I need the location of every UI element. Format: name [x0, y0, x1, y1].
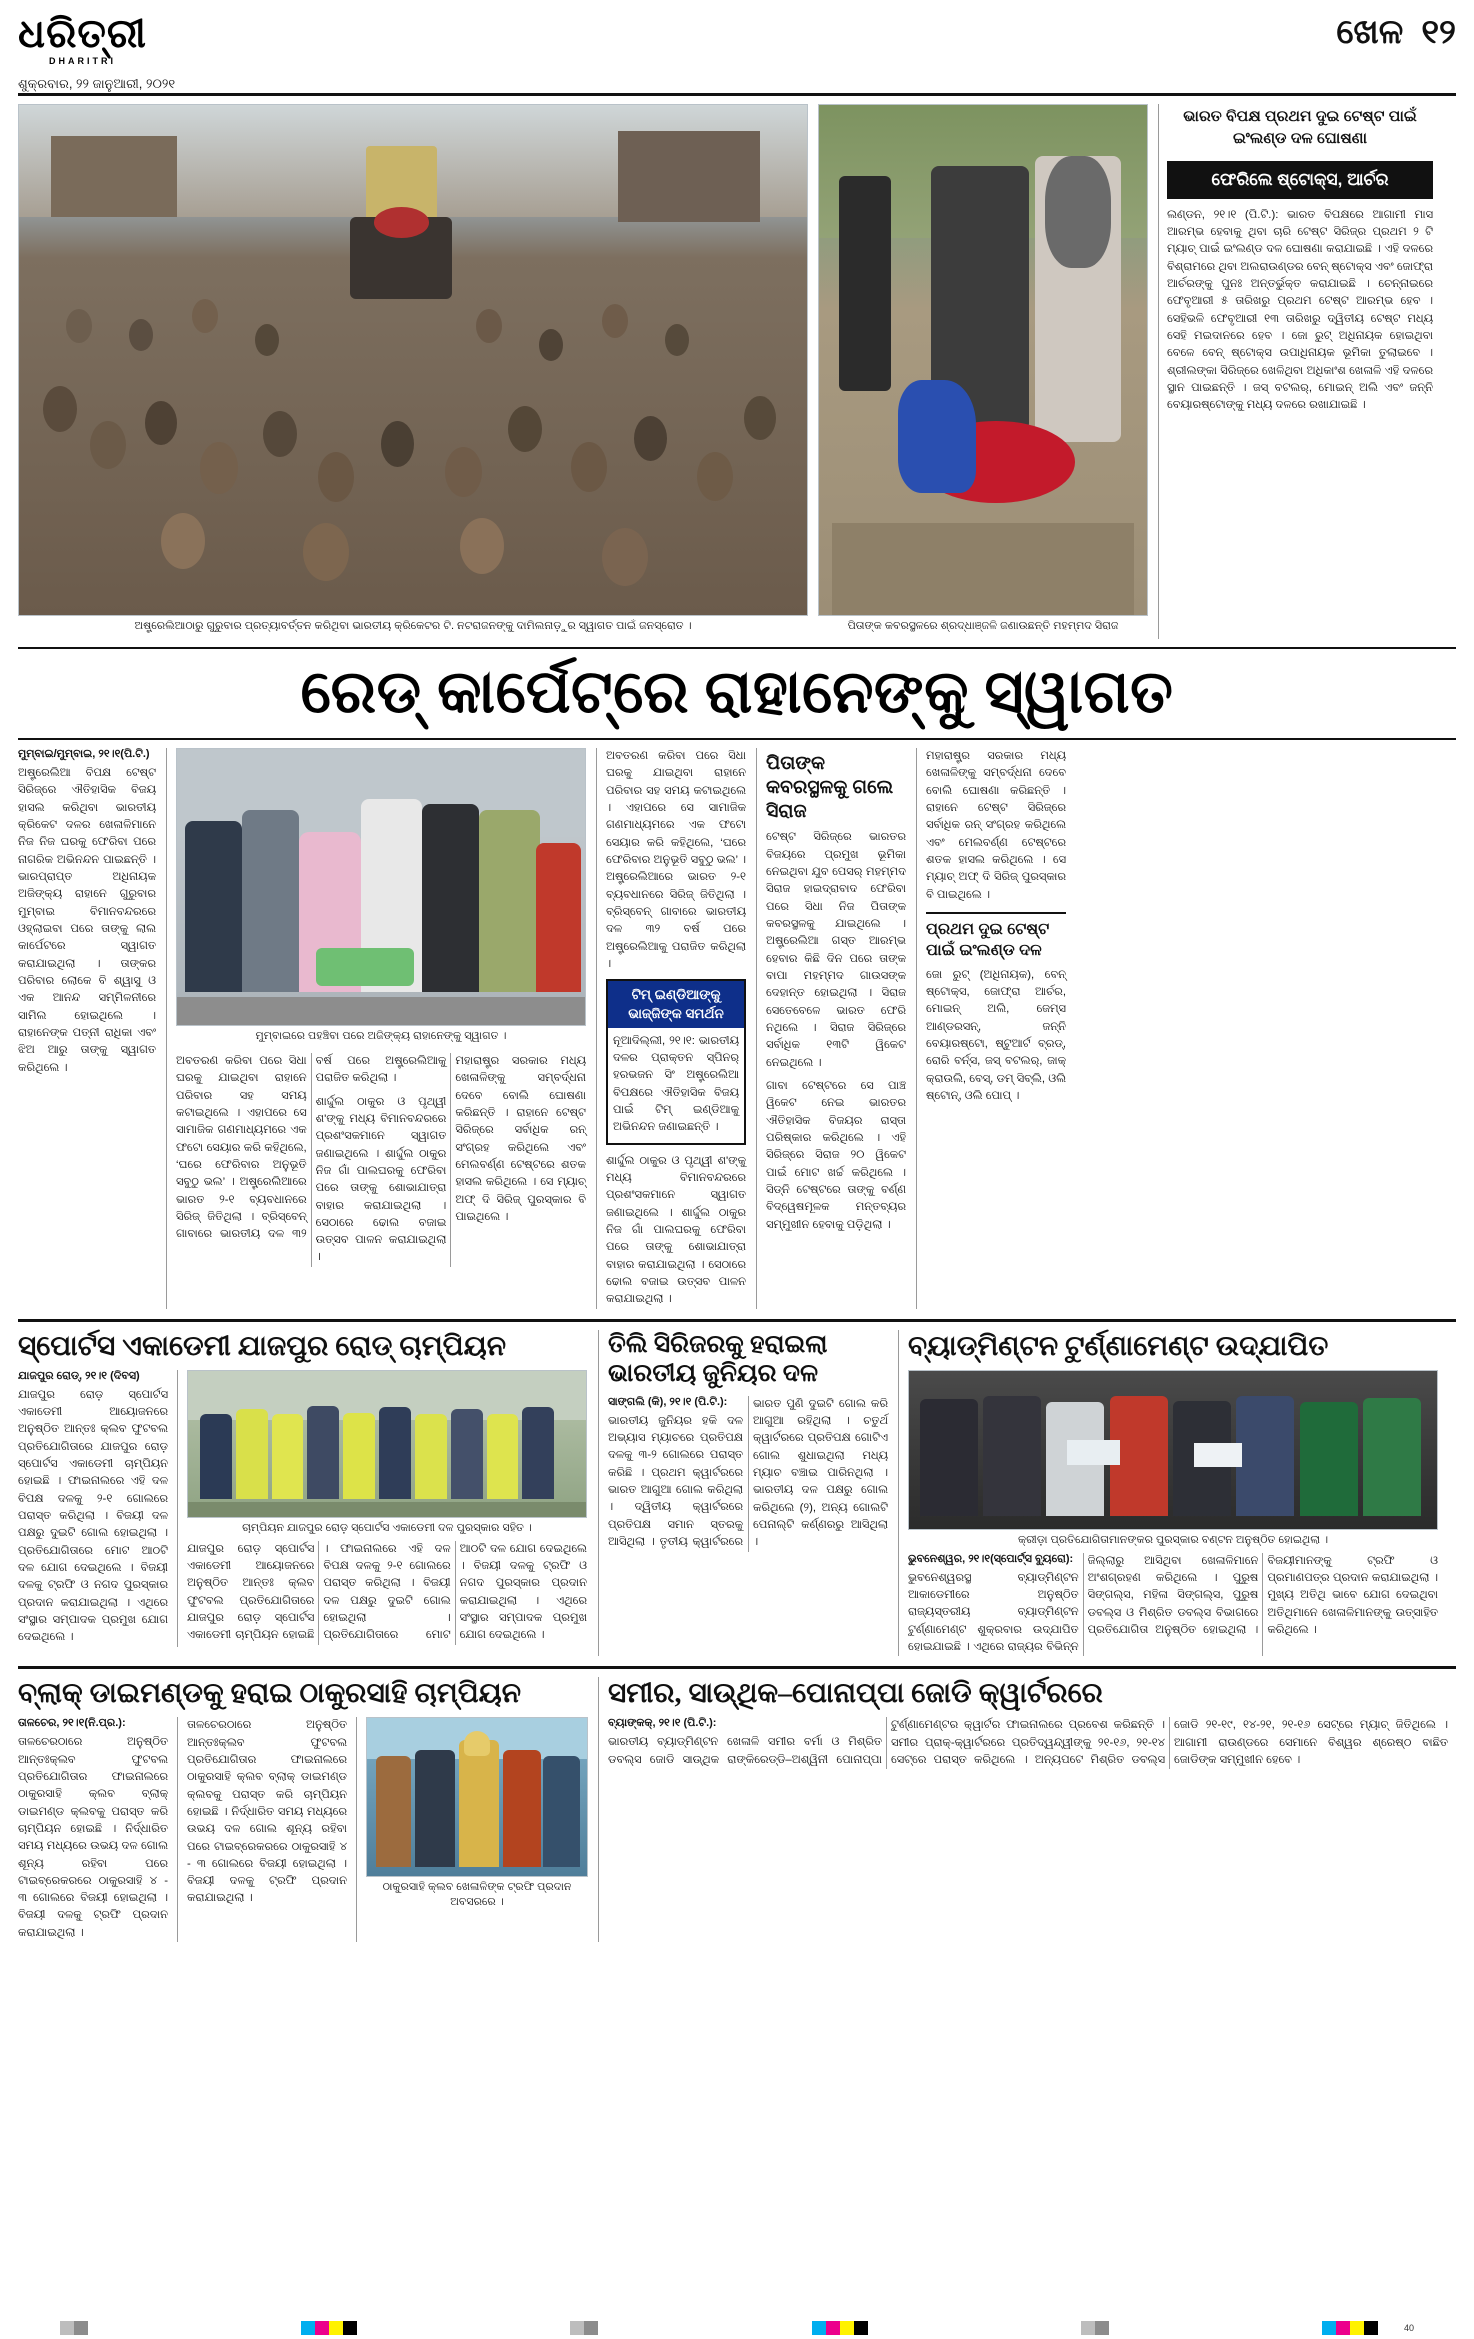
bhajji-support-body: ନୂଆଦିଲ୍ଲୀ, ୨୧।୧: ଭାରତୀୟ ଦଳର ପ୍ରାକ୍ତନ ସ୍ପିନର୍‌ ହରଭଜନ ସିଂ ଅଷ୍ଟ୍ରେଲିଆ ବିପକ୍ଷରେ ଐତିହାସିକ ବିଜୟ ପାଇଁ ଟିମ୍‌ ଇଣ୍ଡିଆକୁ ଅଭିନନ୍ଦନ ଜଣାଇଛନ୍ତି । [613, 1034, 739, 1134]
story-badminton-quarters [598, 1677, 1448, 1942]
print-registration-bars [0, 2317, 1474, 2339]
main-col-7 [916, 748, 1066, 1309]
story-junior-hockey-dateline: ସାଙ୍ଗଲି (କି), ୨୧।୧ (ପି.ଟି.): [608, 1395, 728, 1408]
registration-bar-black [1364, 2321, 1378, 2335]
main-dateline: ମୁମ୍ବାଇ/ମୁମ୍ବାଇ, ୨୧।୧(ପି.ଟି.) [18, 748, 150, 761]
registration-bar [584, 2321, 598, 2335]
england-squad-list: ଜୋ ରୁଟ୍‌ (ଅଧିନାୟକ), ବେନ୍‌ ଷ୍ଟୋକ୍ସ, ଜୋଫ୍ରା ଆର୍ଚର, ମୋଇନ୍‌ ଅଲି, ଜେମ୍ସ ଆଣ୍ଡରସନ୍‌, ଜନ୍ନି ବେୟାରଷ୍ଟୋ, ଷ୍ଟୁଆର୍ଟ ବ୍ରଡ୍‌, ରୋରି ବର୍ନ୍ସ, ଜସ୍‌ ବଟଲର୍‌, ଜାକ୍‌ କ୍ରାଉଲି, ବେସ୍‌, ଡମ୍‌ ସିବ୍‌ଲି, ଓଲି ଷ୍ଟୋନ୍‌, ଓଲି ପୋପ୍‌ । [926, 968, 1066, 1102]
main-col4-text: ମହାରାଷ୍ଟ୍ର ସରକାର ମଧ୍ୟ ଖେଳାଳିଙ୍କୁ ସମ୍ବର୍ଦ୍ଧନା ଦେବେ ବୋଲି ଘୋଷଣା କରିଛନ୍ତି । ରାହାନେ ଟେଷ୍ଟ ସିରିଜ୍‌ରେ ସର୍ବାଧିକ ରନ୍‌ ସଂଗ୍ରହ କରିଥିଲେ ଏବଂ ମେଲବର୍ଣ୍ଣ ଟେଷ୍ଟରେ ଶତକ ହାସଲ କରିଥିଲେ । ସେ ମ୍ୟାଚ୍‌ ଅଫ୍‌ ଦି ସିରିଜ୍‌ ପୁରସ୍କାର ବି ପାଇଥିଲେ । [455, 1054, 586, 1223]
story-badminton-quarters-body: ଭାରତୀୟ ବ୍ୟାଡ୍‌ମିଣ୍ଟନ ଖେଳାଳି ସମୀର ବର୍ମା ଓ ମିଶ୍ରିତ ଡବଲ୍ସ ଜୋଡି ସାଉ୍ଥିକ ରାଙ୍କିରେଡ୍ଡି–ଅଶ୍ୱିନୀ ପୋନାପ୍ପା ଟୁର୍ଣ୍ଣାମେଣ୍ଟର କ୍ୱାର୍ଟର ଫାଇନାଲରେ ପ୍ରବେଶ କରିଛନ୍ତି । ସମୀର ପ୍ରାକ୍‌-କ୍ୱାର୍ଟରରେ ପ୍ରତିଦ୍ୱନ୍ଦ୍ୱୀଙ୍କୁ ୨୧-୧୬, ୨୧-୧୪ ସେଟ୍‌ରେ ପରାସ୍ତ କରିଥିଲେ । ଅନ୍ୟପଟେ ମିଶ୍ରିତ ଡବଲ୍ସ ଜୋଡି ୨୧-୧୯, ୧୪-୨୧, ୨୧-୧୬ ସେଟ୍‌ରେ ମ୍ୟାଚ୍‌ ଜିତିଥିଲେ । ଆଗାମୀ ରାଉଣ୍ଡରେ ସେମାନେ ବିଶ୍ୱର ଶ୍ରେଷ୍ଠ ବାଛିତ ଜୋଡିଙ୍କ ସମ୍ମୁଖୀନ ହେବେ । [608, 1719, 1448, 1766]
main-col1-text: ଅଷ୍ଟ୍ରେଲିଆ ବିପକ୍ଷ ଟେଷ୍ଟ ସିରିଜ୍‌ରେ ଐତିହାସିକ ବିଜୟ ହାସଲ କରିଥିବା ଭାରତୀୟ କ୍ରିକେଟ ଦଳର ଖେଳାଳିମାନେ ନିଜ ନିଜ ଘରକୁ ଫେରିବା ପରେ ନାଗରିକ ଅଭିନନ୍ଦନ ପାଇଛନ୍ତି । ଭାରପ୍ରାପ୍ତ ଅଧିନାୟକ ଅଜିଙ୍କ୍ୟ ରାହାନେ ଗୁରୁବାର ମୁମ୍ବାଇ ବିମାନବନ୍ଦରରେ ଓହ୍ଲାଇବା ପରେ ତାଙ୍କୁ ଲାଲ କାର୍ପେଟରେ ସ୍ୱାଗତ କରାଯାଇଥିଲା । ତାଙ୍କର ପରିବାର ଲୋକେ ବି ଶ୍ୱାସୁ ଓ ଏକ ଆନନ୍ଦ ସମ୍ମିଳନୀରେ ସାମିଲ ହୋଇଥିଲେ । ରାହାନେଙ୍କ ପତ୍ନୀ ରାଧିକା ଏବଂ ଝିଅ ଆରୁ ତାଙ୍କୁ ସ୍ୱାଗତ କରିଥିଲେ । [18, 767, 156, 1074]
logo [18, 11, 175, 66]
story-badminton-body: ଭୁବନେଶ୍ୱରସ୍ଥ ବ୍ୟାଡ୍‌ମିଣ୍ଟନ ଆକାଡେମୀରେ ଅନୁଷ୍ଠିତ ରାଜ୍ୟସ୍ତରୀୟ ବ୍ୟାଡ୍‌ମିଣ୍ଟନ ଟୁର୍ଣ୍ଣାମେଣ୍ଟ ଶୁକ୍ରବାର ଉଦ୍‌ଯାପିତ ହୋଇଯାଇଛି । ଏଥିରେ ରାଜ୍ୟର ବିଭିନ୍ନ ଜିଲ୍ଲାରୁ ଆସିଥିବା ଖେଳାଳିମାନେ ଅଂଶଗ୍ରହଣ କରିଥିଲେ । ପୁରୁଷ ସିଙ୍ଗଲ୍ସ, ମହିଳା ସିଙ୍ଗଲ୍ସ, ପୁରୁଷ ଡବଲ୍ସ ଓ ମିଶ୍ରିତ ଡବଲ୍ସ ବିଭାଗରେ ପ୍ରତିଯୋଗିତା ଅନୁଷ୍ଠିତ ହୋଇଥିଲା । ବିଜୟୀମାନଙ୍କୁ ଟ୍ରଫି ଓ ପ୍ରମାଣପତ୍ର ପ୍ରଦାନ କରାଯାଇଥିଲା । ମୁଖ୍ୟ ଅତିଥି ଭାବେ ଯୋଗ ଦେଇଥିବା ଅତିଥିମାନେ ଖେଳାଳିମାନଙ୍କୁ ଉତ୍ସାହିତ କରିଥିଲେ । [908, 1554, 1438, 1653]
cmyk-bar-group-2 [812, 2321, 868, 2335]
crowd-texture [19, 105, 807, 615]
story-thakursahi-body: ତାଳଚେରଠାରେ ଅନୁଷ୍ଠିତ ଆନ୍ତଃକ୍ଲବ ଫୁଟବଲ ପ୍ରତିଯୋଗିତାର ଫାଇନାଲରେ ଠାକୁରସାହି କ୍ଲବ ବ୍ଲାକ୍‌ ଡାଇମଣ୍ଡ କ୍ଲବକୁ ପରାସ୍ତ କରି ଚାମ୍ପିୟନ ହୋଇଛି । ନିର୍ଦ୍ଧାରିତ ସମୟ ମଧ୍ୟରେ ଉଭୟ ଦଳ ଗୋଲ ଶୂନ୍ୟ ରହିବା ପରେ ଟାଇବ୍ରେକରରେ ଠାକୁରସାହି ୪ - ୩ ଗୋଲରେ ବିଜୟୀ ହୋଇଥିଲା । ବିଜୟୀ ଦଳକୁ ଟ୍ରଫି ପ୍ରଦାନ କରାଯାଇଥିଲା । [18, 1736, 168, 1939]
registration-bar [74, 2321, 88, 2335]
story-sports-academy [18, 1330, 588, 1657]
england-squad-body: ଲଣ୍ଡନ, ୨୧।୧ (ପି.ଟି.): ଭାରତ ବିପକ୍ଷରେ ଆଗାମୀ ମାସ ଆରମ୍ଭ ହେବାକୁ ଥିବା ଚାରି ଟେଷ୍ଟ ସିରିଜ୍‌ର ପ୍ରଥମ ୨ ଟି ମ୍ୟାଚ୍‌ ପାଇଁ ଇଂଲଣ୍ଡ ଦଳ ଘୋଷଣା କରାଯାଇଛି । ଏହି ଦଳରେ ବିଶ୍ରାମରେ ଥିବା ଅଲରାଉଣ୍ଡର ବେନ୍‌ ଷ୍ଟୋକ୍ସ ଏବଂ ଜୋଫ୍ରା ଆର୍ଚରଙ୍କୁ ପୁନଃ ଅନ୍ତର୍ଭୁକ୍ତ କରାଯାଇଛି । ଚେନ୍ନାଇରେ ଫେବୃଆରୀ ୫ ତାରିଖରୁ ପ୍ରଥମ ଟେଷ୍ଟ ଆରମ୍ଭ ହେବ । ସେହିଭଳି ଫେବୃଆରୀ ୧୩ ତାରିଖରୁ ଦ୍ୱିତୀୟ ଟେଷ୍ଟ ମଧ୍ୟ ସେହି ମଇଦାନରେ ହେବ । ଜୋ ରୁଟ୍‌ ଅଧିନାୟକ ହୋଇଥିବା ବେଳେ ବେନ୍‌ ଷ୍ଟୋକ୍ସ ଉପାଧିନାୟକ ଭୂମିକା ତୁଲାଇବେ । ଶ୍ରୀଲଙ୍କା ସିରିଜ୍‌ରେ ଖେଳିଥିବା ଅଧିକାଂଶ ଖେଳାଳି ଏହି ଦଳରେ ସ୍ଥାନ ପାଇଛନ୍ତି । ଜସ୍‌ ବଟଲର୍‌, ମୋଇନ୍‌ ଅଲି ଏବଂ ଜନ୍ନି ବେୟାରଷ୍ଟୋଙ୍କୁ ମଧ୍ୟ ଦଳରେ ରଖାଯାଇଛି । [1167, 208, 1433, 412]
main-col3-text: ଶାର୍ଦ୍ଦୁଲ ଠାକୁର ଓ ପୃଥ୍ୱୀ ଶ'ଙ୍କୁ ମଧ୍ୟ ବିମାନବନ୍ଦରରେ ପ୍ରଶଂସକମାନେ ସ୍ୱାଗତ ଜଣାଇଥିଲେ । ଶାର୍ଦ୍ଦୁଲ ଠାକୁର ନିଜ ଗାଁ ପାଲଘରକୁ ଫେରିବା ପରେ ତାଙ୍କୁ ଶୋଭାଯାତ୍ରା ବାହାର କରାଯାଇଥିଲା । ସେଠାରେ ଢୋଲ ବଜାଇ ଉତ୍ସବ ପାଳନ କରାଯାଇଥିଲା । [315, 1095, 447, 1264]
registration-bar-cyan [301, 2321, 315, 2335]
story-thakursahi-football [18, 1677, 588, 1942]
england-squad-kicker: ଭାରତ ବିପକ୍ଷ ପ୍ରଥମ ଦୁଇ ଟେଷ୍ଟ ପାଇଁ ଇଂଲଣ୍ଡ ଦଳ ଘୋଷଣା [1183, 108, 1417, 148]
photo-siraj-caption: ପିତାଙ୍କ କବରସ୍ଥଳରେ ଶ୍ରଦ୍ଧାଞ୍ଜଳି ଜଣାଉଛନ୍ତି ମହମ୍ମଦ ସିରାଜ [847, 620, 1119, 632]
story-junior-hockey [598, 1330, 888, 1657]
registration-bar-cyan [1322, 2321, 1336, 2335]
england-squad-headline: ଫେରିଲେ ଷ୍ଟୋକ୍ସ, ଆର୍ଚର [1167, 161, 1433, 199]
cmyk-bar-group-1 [301, 2321, 357, 2335]
england-squad-list-headline: ପ୍ରଥମ ଦୁଇ ଟେଷ୍ଟ ପାଇଁ ଇଂଲଣ୍ଡ ଦଳ [926, 912, 1066, 962]
registration-bar-yellow [840, 2321, 854, 2335]
top-mid-block [818, 104, 1148, 639]
photo-rahane-caption: ମୁମ୍ବାଇରେ ପହଞ୍ଚିବା ପରେ ଅଜିଙ୍କ୍ୟ ରାହାନେଙ୍କୁ ସ୍ୱାଗତ । [255, 1030, 507, 1043]
registration-bar [60, 2321, 74, 2335]
photo-thakursahi-trophy [366, 1717, 588, 1877]
gray-bar-group-left [60, 2321, 88, 2335]
main-headline-block [18, 647, 1456, 740]
gray-bar-group-right [1081, 2321, 1109, 2335]
main-col6-text: ଗାବା ଟେଷ୍ଟରେ ସେ ପାଞ୍ଚ ୱିକେଟ ନେଇ ଭାରତର ଐତିହାସିକ ବିଜୟର ରାସ୍ତା ପରିଷ୍କାର କରିଥିଲେ । ଏହି ସିରିଜ୍‌ରେ ସିରାଜ ୨୦ ୱିକେଟ ପାଇଁ ମୋଟ ଖର୍ଚ୍ଚ କରିଥିଲେ । ସିଡ୍‌ନି ଟେଷ୍ଟରେ ତାଙ୍କୁ ବର୍ଣ୍ଣ ବିଦ୍ୱେଷମୂଳକ ମନ୍ତବ୍ୟର ସମ୍ମୁଖୀନ ହେବାକୁ ପଡ଼ିଥିଲା । [766, 1079, 906, 1231]
registration-bar-yellow [1350, 2321, 1364, 2335]
photo-crowd-caption: ଅଷ୍ଟ୍ରେଲିଆଠାରୁ ଗୁରୁବାର ପ୍ରତ୍ୟାବର୍ତ୍ତନ କରିଥିବା ଭାରତୀୟ କ୍ରିକେଟର ଟି. ନଟରାଜନଙ୍କୁ ଦାମିଲନାଡ଼ୁର ସ୍ୱାଗତ ପାଇଁ ଜନସ୍ରୋତ । [134, 620, 692, 632]
story-thakursahi-dateline: ତାଳଚେର, ୨୧।୧(ନି.ପ୍ର.): [18, 1717, 126, 1730]
main-col-1 [18, 748, 156, 1309]
masthead [18, 11, 1456, 96]
bhajji-support-headline: ଟିମ୍‌ ଇଣ୍ଡିଆଙ୍କୁ ଭାଜ୍ଜିଙ୍କ ସମର୍ଥନ [608, 981, 744, 1027]
masthead-left [18, 11, 176, 92]
story-badminton-title: ବ୍ୟାଡ୍‌ମିଣ୍ଟନ ଟୁର୍ଣ୍ଣାମେଣ୍ଟ ଉଦ୍‌ଯାପିତ [908, 1330, 1329, 1362]
siraj-grave-body: ଟେଷ୍ଟ ସିରିଜ୍‌ରେ ଭାରତର ବିଜୟରେ ପ୍ରମୁଖ ଭୂମିକା ନେଇଥିବା ଯୁବ ପେସର୍‌ ମହମ୍ମଦ ସିରାଜ ହାଇଦ୍ରାବାଦ ଫେରିବା ପରେ ସିଧା ନିଜ ପିତାଙ୍କ କବରସ୍ଥଳକୁ ଯାଇଥିଲେ । ଅଷ୍ଟ୍ରେଲିଆ ଗସ୍ତ ଆରମ୍ଭ ହେବାର କିଛି ଦିନ ପରେ ତାଙ୍କ ବାପା ମହମ୍ମଦ ଗାଉସଙ୍କ ଦେହାନ୍ତ ହୋଇଥିଲା । ସିରାଜ ସେତେବେଳେ ଭାରତ ଫେରି ନଥିଲେ । ସିରାଜ ସିରିଜ୍‌ରେ ସର୍ବାଧିକ ୧୩ଟି ୱିକେଟ ନେଇଥିଲେ । [766, 831, 906, 1069]
story-sports-academy-dateline: ଯାଜପୁର ରୋଡ୍‌, ୨୧।୧ (ଦିବସ) [18, 1369, 140, 1382]
registration-bar [1081, 2321, 1095, 2335]
secondary-stories [18, 1319, 1456, 1657]
section-title: ଖେଳ [1336, 14, 1404, 51]
page-number: ୧୨ [1421, 14, 1456, 51]
story-junior-hockey-body: ଭାରତୀୟ ଜୁନିୟର ହକି ଦଳ ଅଭ୍ୟାସ ମ୍ୟାଚରେ ପ୍ରତିପକ୍ଷ ଦଳକୁ ୩-୨ ଗୋଲରେ ପରାସ୍ତ କରିଛି । ପ୍ରଥମ କ୍ୱାର୍ଟରରେ ଭାରତ ଆଗୁଆ ଗୋଲ କରିଥିଲା । ଦ୍ୱିତୀୟ କ୍ୱାର୍ଟରରେ ପ୍ରତିପକ୍ଷ ସମାନ ସ୍ତରକୁ ଆସିଥିଲା । ତୃତୀୟ କ୍ୱାର୍ଟରରେ ଭାରତ ପୁଣି ଦୁଇଟି ଗୋଲ କରି ଆଗୁଆ ରହିଥିଲା । ଚତୁର୍ଥ କ୍ୱାର୍ଟରରେ ପ୍ରତିପକ୍ଷ ଗୋଟିଏ ଗୋଲ ଶୁଧାଇଥିଲା ମଧ୍ୟ ମ୍ୟାଚ ବଞ୍ଚାଇ ପାରିନଥିଲା । ଭାରତୀୟ ଦଳ ପକ୍ଷରୁ ଗୋଲ କରିଥିଲେ (୨), ଅନ୍ୟ ଗୋଲଟି ପେନାଲ୍ଟି କର୍ଣ୍ଣରରୁ ଆସିଥିଲା । [608, 1397, 888, 1549]
story-badminton-dateline: ଭୁବନେଶ୍ୱର, ୨୧।୧(ସ୍ପୋର୍ଟ୍ସ ବ୍ୟୁରୋ): [908, 1552, 1074, 1565]
cmyk-bar-group-3 [1322, 2321, 1378, 2335]
photo-academy-team [187, 1370, 587, 1518]
registration-bar [1095, 2321, 1109, 2335]
top-area [18, 104, 1456, 639]
registration-bar-black [343, 2321, 357, 2335]
story-sports-academy-body-2: ଯାଜପୁର ରୋଡ଼ ସ୍ପୋର୍ଟସ ଏକାଡେମୀ ଆୟୋଜନରେ ଅନୁଷ୍ଠିତ ଆନ୍ତଃ କ୍ଲବ ଫୁଟବଲ ପ୍ରତିଯୋଗିତାରେ ଯାଜପୁର ରୋଡ଼ ସ୍ପୋର୍ଟସ ଏକାଡେମୀ ଚାମ୍ପିୟନ ହୋଇଛି । ଫାଇନାଲରେ ଏହି ଦଳ ବିପକ୍ଷ ଦଳକୁ ୨-୧ ଗୋଲରେ ପରାସ୍ତ କରିଥିଲା । ବିଜୟୀ ଦଳ ପକ୍ଷରୁ ଦୁଇଟି ଗୋଲ ହୋଇଥିଲା । ପ୍ରତିଯୋଗିତାରେ ମୋଟ ଆଠଟି ଦଳ ଯୋଗ ଦେଇଥିଲେ । ବିଜୟୀ ଦଳକୁ ଟ୍ରଫି ଓ ନଗଦ ପୁରସ୍କାର ପ୍ରଦାନ କରାଯାଇଥିଲା । ଏଥିରେ ସଂସ୍ଥାର ସମ୍ପାଦକ ପ୍ରମୁଖ ଯୋଗ ଦେଇଥିଲେ । [187, 1542, 587, 1642]
story-badminton-quarters-dateline: ବ୍ୟାଙ୍କକ୍‌, ୨୧।୧ (ପି.ଟି.): [608, 1717, 717, 1730]
photo-badminton-caption: କ୍ରୀଡ଼ା ପ୍ରତିଯୋଗିତାମାନଙ୍କର ପୁରସ୍କାର ବଣ୍ଟନ ଅନୁଷ୍ଠିତ ହୋଇଥିଲା । [1017, 1533, 1329, 1546]
registration-bar-cyan [812, 2321, 826, 2335]
registration-bar-yellow [329, 2321, 343, 2335]
story-sports-academy-body: ଯାଜପୁର ରୋଡ଼ ସ୍ପୋର୍ଟସ ଏକାଡେମୀ ଆୟୋଜନରେ ଅନୁଷ୍ଠିତ ଆନ୍ତଃ କ୍ଲବ ଫୁଟବଲ ପ୍ରତିଯୋଗିତାରେ ଯାଜପୁର ରୋଡ଼ ସ୍ପୋର୍ଟସ ଏକାଡେମୀ ଚାମ୍ପିୟନ ହୋଇଛି । ଫାଇନାଲରେ ଏହି ଦଳ ବିପକ୍ଷ ଦଳକୁ ୨-୧ ଗୋଲରେ ପରାସ୍ତ କରିଥିଲା । ବିଜୟୀ ଦଳ ପକ୍ଷରୁ ଦୁଇଟି ଗୋଲ ହୋଇଥିଲା । ପ୍ରତିଯୋଗିତାରେ ମୋଟ ଆଠଟି ଦଳ ଯୋଗ ଦେଇଥିଲେ । ବିଜୟୀ ଦଳକୁ ଟ୍ରଫି ଓ ନଗଦ ପୁରସ୍କାର ପ୍ରଦାନ କରାଯାଇଥିଲା । ଏଥିରେ ସଂସ୍ଥାର ସମ୍ପାଦକ ପ୍ରମୁଖ ଯୋଗ ଦେଇଥିଲେ । [18, 1388, 168, 1644]
registration-bar-magenta [1336, 2321, 1350, 2335]
bhajji-support-box [606, 979, 746, 1144]
registration-bar-magenta [315, 2321, 329, 2335]
registration-bar-magenta [826, 2321, 840, 2335]
photo-crowd-welcome [18, 104, 808, 616]
story-thakursahi-body-2: ତାଳଚେରଠାରେ ଅନୁଷ୍ଠିତ ଆନ୍ତଃକ୍ଲବ ଫୁଟବଲ ପ୍ରତିଯୋଗିତାର ଫାଇନାଲରେ ଠାକୁରସାହି କ୍ଲବ ବ୍ଲାକ୍‌ ଡାଇମଣ୍ଡ କ୍ଲବକୁ ପରାସ୍ତ କରି ଚାମ୍ପିୟନ ହୋଇଛି । ନିର୍ଦ୍ଧାରିତ ସମୟ ମଧ୍ୟରେ ଉଭୟ ଦଳ ଗୋଲ ଶୂନ୍ୟ ରହିବା ପରେ ଟାଇବ୍ରେକରରେ ଠାକୁରସାହି ୪ - ୩ ଗୋଲରେ ବିଜୟୀ ହୋଇଥିଲା । ବିଜୟୀ ଦଳକୁ ଟ୍ରଫି ପ୍ରଦାନ କରାଯାଇଥିଲା । [187, 1719, 347, 1905]
logo-subtext: DHARITRI [48, 56, 116, 66]
main-col2-text: ଅବତରଣ କରିବା ପରେ ସିଧା ଘରକୁ ଯାଇଥିବା ରାହାନେ ପରିବାର ସହ ସମୟ କଟାଇଥିଲେ । ଏହାପରେ ସେ ସାମାଜିକ ଗଣମାଧ୍ୟମରେ ଏକ ଫଟୋ ସେୟାର କରି କହିଥିଲେ, ‘ଘରେ ଫେରିବାର ଅନୁଭୂତି ସବୁଠୁ ଭଲ’ । ଅଷ୍ଟ୍ରେଲିଆରେ ଭାରତ ୨-୧ ବ୍ୟବଧାନରେ ସିରିଜ୍‌ ଜିତିଥିଲା । ବ୍ରିସ୍‌ବେନ୍‌ ଗାବାରେ ଭାରତୀୟ ଦଳ ୩୨ ବର୍ଷ ପରେ ଅଷ୍ଟ୍ରେଲିଆକୁ ପରାଜିତ କରିଥିଲା । [176, 1054, 447, 1241]
main-col-5 [596, 748, 746, 1309]
photo-siraj-grave [818, 104, 1148, 616]
story-badminton-tournament [898, 1330, 1438, 1657]
issue-date: ଶୁକ୍ରବାର, ୨୨ ଜାନୁଆରୀ, ୨୦୨୧ [18, 76, 176, 91]
photo-badminton-awards [908, 1370, 1438, 1530]
main-col-6 [756, 748, 906, 1309]
story-badminton-quarters-title: ସମୀର, ସାଉ୍ଥିକ–ପୋନାପ୍ପା ଜୋଡି କ୍ୱାର୍ଟରରେ [608, 1678, 1103, 1710]
story-thakursahi-title: ବ୍ଲାକ୍‌ ଡାଇମଣ୍ଡକୁ ହରାଇ ଠାକୁରସାହି ଚାମ୍ପିୟନ [18, 1678, 522, 1710]
photo-rahane-welcome [176, 748, 586, 1026]
story-junior-hockey-title: ତିଲି ସିରିଜରକୁ ହରାଇଲା ଭାରତୀୟ ଜୁନିୟର ଦଳ [608, 1330, 828, 1388]
gray-bar-group-mid [570, 2321, 598, 2335]
main-col5-bottom-text: ଶାର୍ଦ୍ଦୁଲ ଠାକୁର ଓ ପୃଥ୍ୱୀ ଶ'ଙ୍କୁ ମଧ୍ୟ ବିମାନବନ୍ଦରରେ ପ୍ରଶଂସକମାନେ ସ୍ୱାଗତ ଜଣାଇଥିଲେ । ଶାର୍ଦ୍ଦୁଲ ଠାକୁର ନିଜ ଗାଁ ପାଲଘରକୁ ଫେରିବା ପରେ ତାଙ୍କୁ ଶୋଭାଯାତ୍ରା ବାହାର କରାଯାଇଥିଲା । ସେଠାରେ ଢୋଲ ବଜାଇ ଉତ୍ସବ ପାଳନ କରାଯାଇଥିଲା । [606, 1154, 746, 1306]
masthead-right [1336, 14, 1456, 52]
tertiary-stories [18, 1666, 1456, 1942]
main-story [18, 748, 1456, 1309]
siraj-grave-headline: ପିତାଙ୍କ କବରସ୍ଥଳକୁ ଗଲେ ସିରାଜ [766, 753, 894, 822]
registration-bar [570, 2321, 584, 2335]
photo-academy-caption: ଚାମ୍ପିୟନ ଯାଜପୁର ରୋଡ଼ ସ୍ପୋର୍ଟସ ଏକାଡେମୀ ଦଳ ପୁରସ୍କାର ସହିତ । [242, 1521, 532, 1534]
photo-thakursahi-caption: ଠାକୁରସାହି କ୍ଲବ ଖେଳାଳିଙ୍କ ଟ୍ରଫି ପ୍ରଦାନ ଅବସରରେ । [382, 1881, 572, 1909]
footer-page-number: 40 [1404, 2323, 1415, 2333]
main-photo-col [166, 748, 586, 1309]
registration-bar-black [854, 2321, 868, 2335]
main-col5-top-text: ଅବତରଣ କରିବା ପରେ ସିଧା ଘରକୁ ଯାଇଥିବା ରାହାନେ ପରିବାର ସହ ସମୟ କଟାଇଥିଲେ । ଏହାପରେ ସେ ସାମାଜିକ ଗଣମାଧ୍ୟମରେ ଏକ ଫଟୋ ସେୟାର କରି କହିଥିଲେ, ‘ଘରେ ଫେରିବାର ଅନୁଭୂତି ସବୁଠୁ ଭଲ’ । ଅଷ୍ଟ୍ରେଲିଆରେ ଭାରତ ୨-୧ ବ୍ୟବଧାନରେ ସିରିଜ୍‌ ଜିତିଥିଲା । ବ୍ରିସ୍‌ବେନ୍‌ ଗାବାରେ ଭାରତୀୟ ଦଳ ୩୨ ବର୍ଷ ପରେ ଅଷ୍ଟ୍ରେଲିଆକୁ ପରାଜିତ କରିଥିଲା । [606, 750, 746, 970]
story-sports-academy-title: ସ୍ପୋର୍ଟସ ଏକାଡେମୀ ଯାଜପୁର ରୋଡ୍‌ ଚାମ୍ପିୟନ [18, 1330, 507, 1362]
logo-text: ଧରିତ୍ରୀ [18, 11, 147, 56]
top-right-story [1158, 104, 1433, 639]
top-left-block [18, 104, 808, 639]
main-col7-text: ମହାରାଷ୍ଟ୍ର ସରକାର ମଧ୍ୟ ଖେଳାଳିଙ୍କୁ ସମ୍ବର୍ଦ୍ଧନା ଦେବେ ବୋଲି ଘୋଷଣା କରିଛନ୍ତି । ରାହାନେ ଟେଷ୍ଟ ସିରିଜ୍‌ରେ ସର୍ବାଧିକ ରନ୍‌ ସଂଗ୍ରହ କରିଥିଲେ ଏବଂ ମେଲବର୍ଣ୍ଣ ଟେଷ୍ଟରେ ଶତକ ହାସଲ କରିଥିଲେ । ସେ ମ୍ୟାଚ୍‌ ଅଫ୍‌ ଦି ସିରିଜ୍‌ ପୁରସ୍କାର ବି ପାଇଥିଲେ । [926, 750, 1066, 901]
main-headline: ରେଡ୍‌ କାର୍ପେଟ୍‌ରେ ରାହାନେଙ୍କୁ ସ୍ୱାଗତ [300, 658, 1174, 725]
